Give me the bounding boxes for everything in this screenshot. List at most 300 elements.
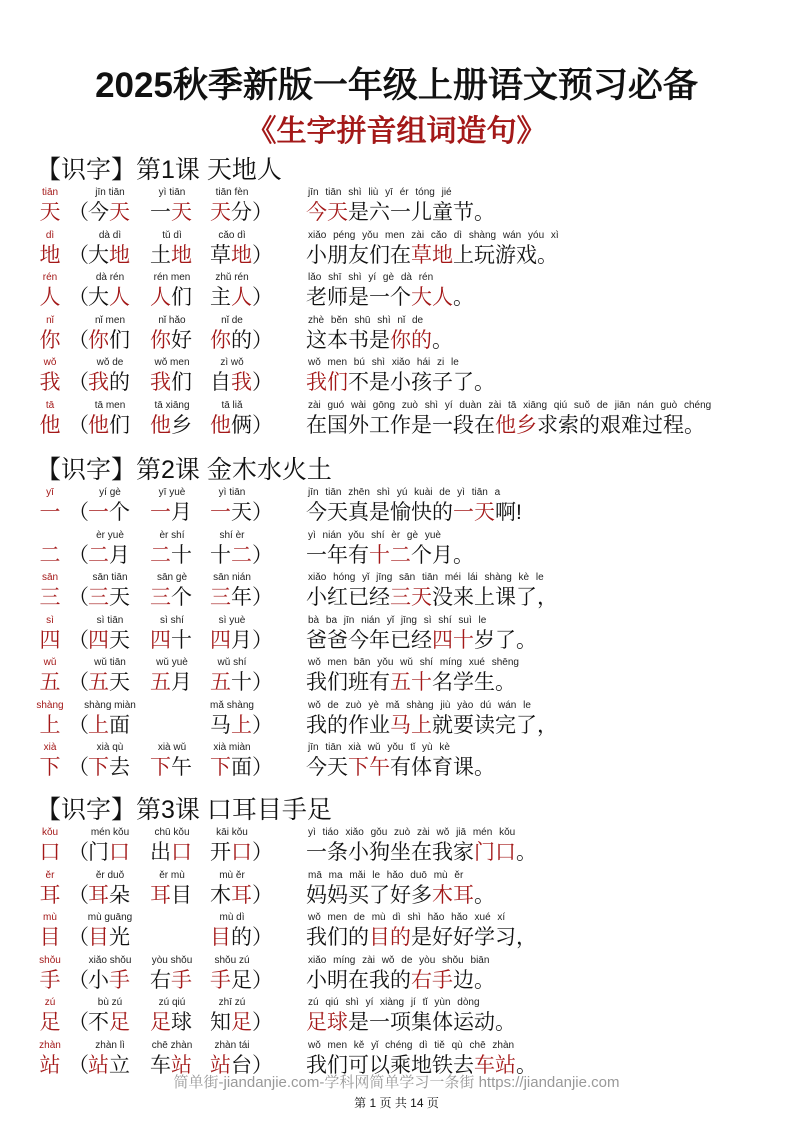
character-row [0,955,793,997]
plain-text: 就要读完了， [432,713,558,737]
word-pinyin: tā xiāng [154,399,190,411]
word [210,284,252,312]
close-paren: ） [252,841,273,864]
plain-text: 。 [516,841,537,864]
open-paren: （ [68,543,89,567]
word [210,499,252,527]
plain-text: 立 [109,1053,130,1077]
word [150,627,192,655]
highlight-text: 我 [231,371,252,394]
plain-text: 目 [171,883,192,907]
sentence-pinyin: zài guó wài gōng zuò shì yí duàn zài tā xiāng qiú suǒ de jiān nán guò chéng [308,399,712,411]
sentence-pinyin: lǎo shī shì yí gè dà rén [308,272,434,283]
sentence [306,242,558,270]
highlight-text: 三天 [390,586,432,609]
sentence [306,924,537,952]
highlight-text: 一 [88,501,109,524]
word [88,1009,130,1037]
plain-text: 的 [231,328,252,352]
word-pinyin: rén men [153,272,191,283]
plain-text: 月 [171,671,192,694]
word [150,669,192,697]
word-pinyin: kāi kǒu [216,827,248,838]
word [150,839,192,867]
plain-text: 小红已经 [306,586,390,609]
word-pinyin: mù dì [219,912,245,923]
character: 地 [39,243,61,267]
close-paren: ） [252,371,273,394]
plain-text: 们 [109,413,130,437]
highlight-text: 人 [109,286,130,309]
word [210,584,252,612]
plain-text: 右 [150,968,171,992]
highlight-text: 车站 [474,1053,516,1077]
plain-text: 求索的艰难过程。 [537,413,705,437]
highlight-text: 五 [88,671,109,694]
word-pinyin: bù zú [97,997,123,1008]
open-paren: （ [68,286,89,309]
sentence-pinyin: wǒ men bú shì xiǎo hái zi le [308,357,459,368]
word-pinyin: yí gè [99,487,121,498]
word [88,199,130,227]
plain-text: 午 [171,756,192,779]
plain-text: 个 [171,586,192,609]
lesson-heading: 【识字】第3课 口耳目手足 [36,796,332,824]
plain-text: 马 [210,713,231,737]
close-paren: ） [252,543,273,567]
plain-text: 没来上课了， [432,586,558,609]
sentence-pinyin: wǒ men bān yǒu wǔ shí míng xué shēng [308,657,519,668]
plain-text: 车 [150,1053,171,1077]
highlight-text: 木耳 [432,883,474,907]
sentence-pinyin: wǒ de zuò yè mǎ shàng jiù yào dú wán le [308,699,531,711]
character-pinyin: wǒ [43,357,57,368]
word-pinyin: mù ěr [219,869,245,881]
plain-text: 边。 [453,968,495,992]
open-paren: （ [68,1053,89,1077]
highlight-text: 他 [210,413,231,437]
highlight-text: 五 [150,671,171,694]
plain-text: 十 [171,628,192,652]
word [210,712,252,740]
word-pinyin: shǒu zú [214,954,250,966]
word-pinyin: wǔ shí [217,657,247,668]
open-paren: （ [68,756,89,779]
word-pinyin: xià miàn [213,742,251,753]
plain-text: 大 [88,243,109,267]
character-row [0,912,793,954]
highlight-text: 草地 [411,243,453,267]
close-paren: ） [252,413,273,437]
highlight-text: 三 [88,586,109,609]
document-title: 2025秋季新版一年级上册语文预习必备 [95,66,698,105]
plain-text: 门 [88,841,109,864]
plain-text: 啊! [495,501,522,524]
highlight-text: 你的 [390,328,432,352]
plain-text: 岁了。 [474,628,537,652]
sentence-pinyin: xiǎo hóng yǐ jīng sān tiān méi lái shàng kè le [308,572,544,583]
sentence [306,967,495,995]
highlight-text: 我 [88,371,109,394]
open-paren: （ [68,713,89,737]
sentence [306,499,522,527]
highlight-text: 地 [109,243,130,267]
word [150,542,192,570]
lesson-section [0,790,793,1085]
character-row [0,400,793,442]
sentence-pinyin: wǒ men kě yǐ chéng dì tiě qù chē zhàn [308,1039,515,1051]
word-pinyin: wǔ yuè [156,657,188,668]
character-pinyin: yī [46,487,54,498]
highlight-text: 天 [210,201,231,224]
highlight-text: 二 [150,543,171,567]
sentence-pinyin: jīn tiān shì liù yī ér tóng jié [308,187,452,198]
word [88,327,130,355]
plain-text: 月 [109,543,130,567]
highlight-text: 门口 [474,841,516,864]
plain-text: 知 [210,1011,231,1034]
plain-text: 天 [109,628,130,652]
plain-text: 名学生。 [432,671,516,694]
plain-text: 草 [210,243,231,267]
word [210,967,252,995]
character: 五 [39,671,61,694]
character-pinyin: tā [45,399,55,411]
word [210,412,252,440]
highlight-text: 大人 [411,286,453,309]
word-pinyin: sān nián [213,572,251,583]
word-pinyin: zú qiú [158,997,186,1008]
close-paren: ） [252,883,273,907]
close-paren: ） [252,501,273,524]
plain-text: 我的作业 [306,713,390,737]
highlight-text: 一 [150,501,171,524]
close-paren: ） [252,926,273,949]
plain-text: 大 [88,286,109,309]
highlight-text: 站 [210,1053,231,1077]
highlight-text: 五 [210,671,231,694]
word [210,882,252,910]
highlight-text: 三 [210,586,231,609]
open-paren: （ [68,628,89,652]
plain-text: 今 [88,201,109,224]
plain-text: 我们班有 [306,671,390,694]
word [150,882,192,910]
highlight-text: 足 [231,1011,252,1034]
word-pinyin: shàng miàn [84,699,136,711]
word [88,967,130,995]
word-pinyin: tā men [94,399,126,411]
plain-text: 个 [109,501,130,524]
lesson-section [0,150,793,445]
character-row [0,997,793,1039]
word-pinyin: dà rén [95,272,125,283]
highlight-text: 他 [88,413,109,437]
close-paren: ） [252,1011,273,1034]
plain-text: 年 [231,586,252,609]
word-pinyin: tǔ dì [162,229,182,241]
plain-text: 是好好学习， [411,926,537,949]
plain-text: 主 [210,286,231,309]
plain-text: 十 [231,671,252,694]
word-pinyin: mǎ shàng [210,699,254,711]
lesson-section [0,450,793,788]
highlight-text: 今天 [306,201,348,224]
character-pinyin: nǐ [46,314,54,326]
word [150,327,192,355]
plain-text: 这本书是 [306,328,390,352]
plain-text: 。 [453,286,474,309]
word [150,584,192,612]
sentence [306,1009,516,1037]
character-pinyin: shàng [36,699,64,711]
plain-text: 。 [516,1053,537,1077]
highlight-text: 四 [150,628,171,652]
highlight-text: 耳 [150,883,171,907]
word-pinyin: zhǔ rén [215,272,249,283]
close-paren: ） [252,286,273,309]
highlight-text: 手 [210,968,231,992]
plain-text: 去 [109,756,130,779]
highlight-text: 上 [231,713,252,737]
character-pinyin: rén [42,272,58,283]
character: 站 [39,1053,61,1077]
word-pinyin: sān tiān [92,572,128,583]
word [150,1009,192,1037]
character-pinyin: zú [44,997,56,1008]
highlight-text: 二 [88,543,109,567]
highlight-text: 四 [88,628,109,652]
plain-text: 不 [88,1011,109,1034]
sentence [306,284,474,312]
highlight-text: 手 [109,968,130,992]
sentence-pinyin: xiǎo péng yǒu men zài cǎo dì shàng wán yóu xì [308,229,559,241]
sentence-pinyin: xiǎo míng zài wǒ de yòu shǒu biān [308,954,490,966]
character-row [0,487,793,529]
word [150,369,192,397]
highlight-text: 十二 [369,543,411,567]
plain-text: 朵 [109,883,130,907]
highlight-text: 地 [231,243,252,267]
plain-text: 分 [231,201,252,224]
word [210,242,252,270]
highlight-text: 口 [171,841,192,864]
word-pinyin: sì yuè [218,614,246,626]
highlight-text: 下 [88,756,109,779]
highlight-text: 五十 [390,671,432,694]
word [88,242,130,270]
sentence-pinyin: zú qiú shì yí xiàng jí tǐ yùn dòng [308,997,480,1008]
close-paren: ） [252,713,273,737]
highlight-text: 天 [171,201,192,224]
highlight-text: 他乡 [495,413,537,437]
highlight-text: 二 [231,543,252,567]
highlight-text: 足 [150,1011,171,1034]
plain-text: 一年有 [306,543,369,567]
word [88,542,130,570]
lesson-heading: 【识字】第2课 金木水火土 [36,456,332,484]
word [210,754,252,782]
word [210,199,252,227]
plain-text: 台 [231,1053,252,1077]
highlight-text: 一天 [453,501,495,524]
character-pinyin: shǒu [39,954,61,966]
character: 下 [39,756,61,779]
sentence [306,542,474,570]
word-pinyin: èr shí [159,529,185,541]
plain-text: 自 [210,371,231,394]
open-paren: （ [68,671,89,694]
highlight-text: 我们 [306,371,348,394]
character: 他 [39,413,61,437]
character: 一 [39,501,61,524]
highlight-text: 下 [210,756,231,779]
word-pinyin: dà dì [98,229,122,241]
word-pinyin: nǐ hǎo [158,314,186,326]
plain-text: 在国外工作是一段在 [306,413,495,437]
character-row [0,657,793,699]
word-pinyin: ěr duǒ [95,869,125,881]
character: 四 [39,628,61,652]
word-pinyin: cǎo dì [218,229,246,241]
word-pinyin: ěr mù [159,869,185,881]
character-row [0,615,793,657]
character-pinyin: tiān [41,187,59,198]
word-pinyin: shí èr [219,529,245,541]
highlight-text: 站 [88,1053,109,1077]
plain-text: 土 [150,243,171,267]
word [210,627,252,655]
word [88,712,130,740]
plain-text: 月 [231,628,252,652]
word-pinyin: sì tiān [96,614,124,626]
highlight-text: 下午 [348,756,390,779]
plain-text: 妈妈买了好多 [306,883,432,907]
plain-text: 小朋友们在 [306,243,411,267]
word [210,669,252,697]
highlight-text: 站 [171,1053,192,1077]
character: 人 [39,286,61,309]
plain-text: 天 [109,586,130,609]
highlight-text: 耳 [88,883,109,907]
character-row [0,187,793,229]
plain-text: 。 [474,883,495,907]
word-pinyin: mù guāng [87,912,133,923]
close-paren: ） [252,586,273,609]
plain-text: 十 [171,543,192,567]
open-paren: （ [68,926,89,949]
word-pinyin: jīn tiān [95,187,125,198]
close-paren: ） [252,756,273,779]
highlight-text: 你 [150,328,171,352]
character: 手 [39,968,61,992]
sentence [306,754,495,782]
word [150,754,192,782]
word-pinyin: èr yuè [96,529,124,541]
word-pinyin: zhī zú [218,997,246,1008]
highlight-text: 口 [231,841,252,864]
sentence [306,882,495,910]
character: 三 [39,586,61,609]
character-pinyin: dì [45,229,55,241]
character-row [0,230,793,272]
character: 天 [39,201,61,224]
word-pinyin: xiǎo shǒu [88,954,132,966]
highlight-text: 足 [109,1011,130,1034]
plain-text: 们 [109,328,130,352]
word-pinyin: yì tiān [158,187,186,198]
plain-text: 一 [150,201,171,224]
word [210,542,252,570]
word [88,412,130,440]
open-paren: （ [68,841,89,864]
word [88,754,130,782]
character-pinyin: kǒu [41,827,59,838]
close-paren: ） [252,201,273,224]
word [88,369,130,397]
word-pinyin: yī yuè [158,487,186,498]
close-paren: ） [252,328,273,352]
highlight-text: 四十 [432,628,474,652]
word-pinyin: sì shí [160,614,184,626]
highlight-text: 上 [88,713,109,737]
plain-text: 开 [210,841,231,864]
character-pinyin: mù [43,912,57,923]
word-pinyin: tiān fèn [215,187,249,198]
word [88,882,130,910]
sentence-pinyin: jīn tiān zhēn shì yú kuài de yì tiān a [308,487,501,498]
character-pinyin: xià [43,742,57,753]
word [150,499,192,527]
plain-text: 出 [150,841,171,864]
sentence [306,712,558,740]
open-paren: （ [68,968,89,992]
plain-text: 是六一儿童节。 [348,201,495,224]
word-pinyin: nǐ men [94,314,125,326]
sentence [306,412,705,440]
word [88,924,130,952]
character-row [0,700,793,742]
word-pinyin: tā liǎ [221,399,243,411]
highlight-text: 耳 [231,883,252,907]
word-pinyin: wǒ de [96,357,124,368]
character-row [0,572,793,614]
character: 足 [39,1011,61,1034]
word [150,242,192,270]
open-paren: （ [68,371,89,394]
sentence [306,669,516,697]
plain-text: 不是小孩子了。 [348,371,495,394]
word [150,199,192,227]
word-pinyin: yì tiān [218,487,246,498]
word [88,284,130,312]
plain-text: 爸爸今年已经 [306,628,432,652]
word [88,839,130,867]
plain-text: 们 [171,371,192,394]
word-pinyin: sān gè [156,572,188,583]
close-paren: ） [252,628,273,652]
close-paren: ） [252,671,273,694]
plain-text: 天 [109,671,130,694]
open-paren: （ [68,328,89,352]
open-paren: （ [68,1011,89,1034]
sentence [306,369,495,397]
word [210,369,252,397]
highlight-text: 人 [150,286,171,309]
open-paren: （ [68,201,89,224]
highlight-text: 足球 [306,1011,348,1034]
page-number: 第 1 页 共 14 页 [354,1096,439,1110]
